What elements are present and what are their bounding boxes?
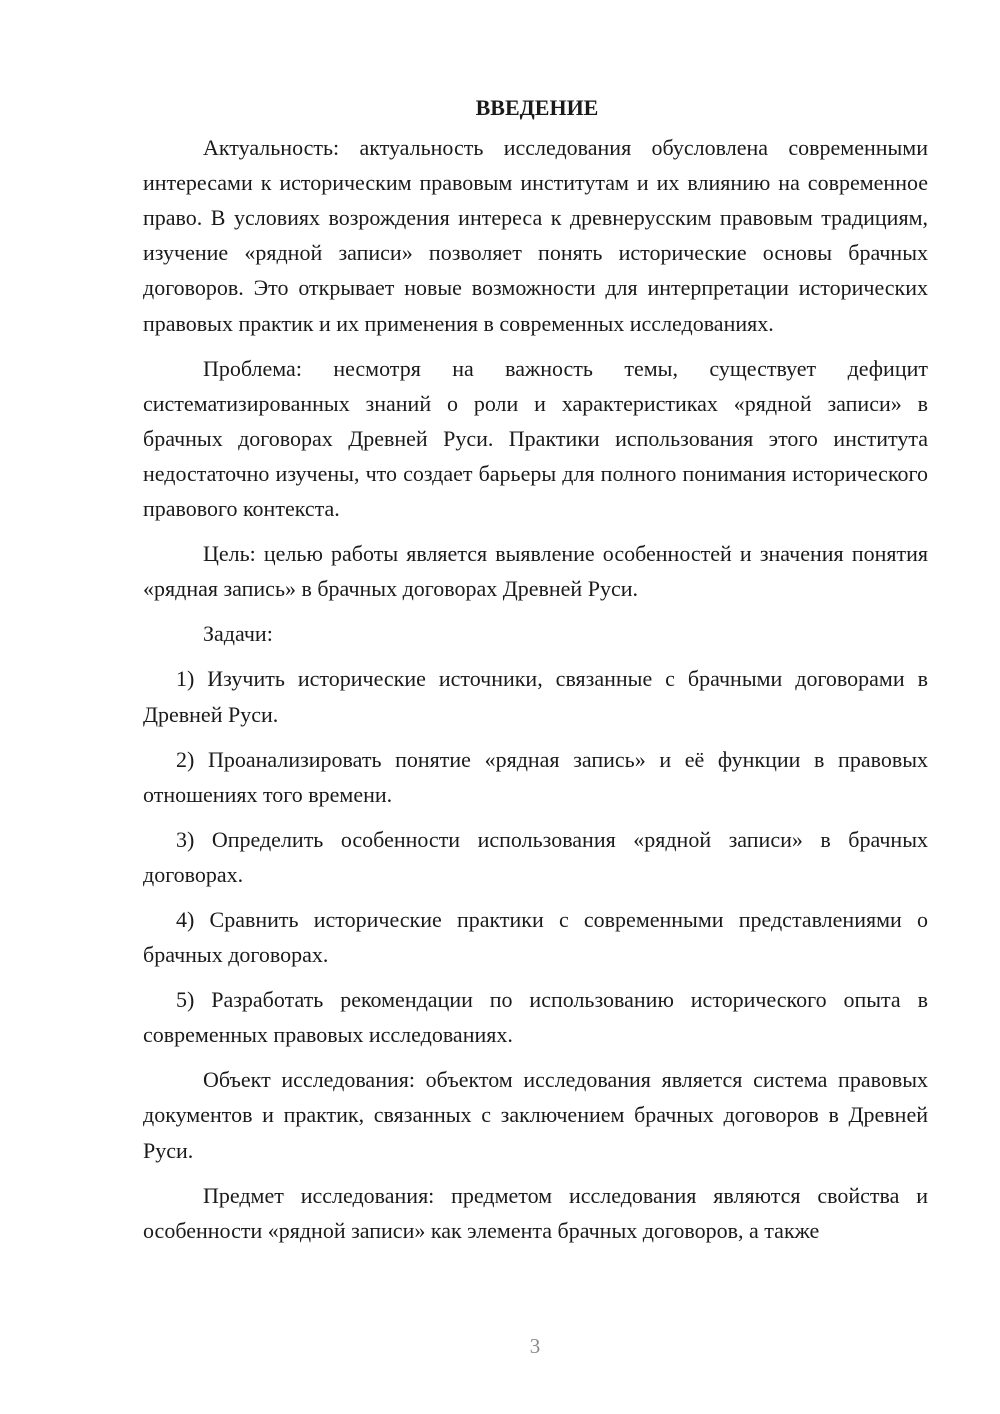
task-item-2: 2) Проанализировать понятие «рядная запись» и её функции в правовых отношениях того времени. [143, 746, 928, 807]
task-item-1: 1) Изучить исторические источники, связанные с брачными договорами в Древней Руси. [143, 666, 928, 727]
page-title: ВВЕДЕНИЕ [475, 95, 599, 120]
task-item-5: 5) Разработать рекомендации по использованию исторического опыта в современных правовых исследованиях. [143, 987, 928, 1048]
paragraph-relevance: Актуальность: актуальность исследования обусловлена современными интересами к историческим правовым институтам и их влиянию на современное право. В условиях возрождения интереса к древнерусским правовым традициям, изучение «рядной записи» позволяет понять исторические основы брачных договоров. Это открывает новые возможности для интерпретации исторических правовых практик и их применения в современных исследованиях. [143, 135, 928, 336]
page-number: 3 [529, 1334, 541, 1358]
paragraph-goal: Цель: целью работы является выявление особенностей и значения понятия «рядная запись» в брачных договорах Древней Руси. [143, 541, 928, 602]
tasks-heading: Задачи: [203, 621, 273, 647]
paragraph-object: Объект исследования: объектом исследования является система правовых документов и практик, связанных с заключением брачных договоров в Древней Руси. [143, 1067, 928, 1163]
task-item-4: 4) Сравнить исторические практики с современными представлениями о брачных договорах. [143, 906, 928, 968]
paragraph-subject: Предмет исследования: предметом исследования являются свойства и особенности «рядной записи» как элемента брачных договоров, а также [143, 1182, 928, 1243]
document-page [143, 90, 928, 1258]
task-item-3: 3) Определить особенности использования «рядной записи» в брачных договорах. [143, 826, 928, 887]
paragraph-problem: Проблема: несмотря на важность темы, существует дефицит систематизированных знаний о роли и характеристиках «рядной записи» в брачных договорах Древней Руси. Практики использования этого института недостаточно изучены, что создает барьеры для полного понимания исторического правового контекста. [143, 355, 928, 522]
